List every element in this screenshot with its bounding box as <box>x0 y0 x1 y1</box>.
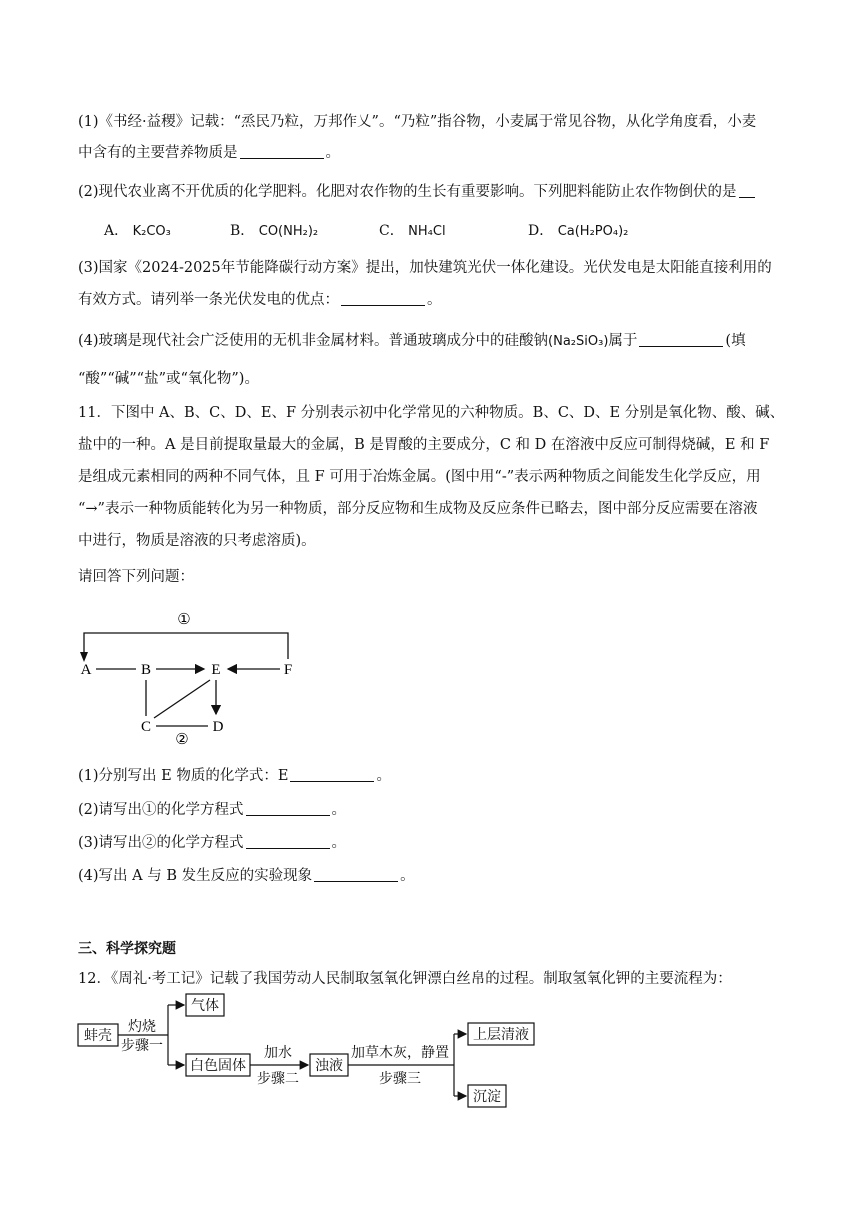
node-e: E <box>211 662 221 678</box>
answer-blank[interactable] <box>240 144 324 159</box>
q10-part4-text-c: (填 <box>725 333 746 349</box>
q11-sub2-text: (2)请写出①的化学方程式 <box>78 802 244 818</box>
q11-line2: 盐中的一种。A 是目前提取量最大的金属，B 是胃酸的主要成分，C 和 D 在溶液中反应可制得烧碱，E 和 F <box>78 437 770 453</box>
q11-prompt: 请回答下列问题： <box>78 569 194 585</box>
step3-label: 步骤三 <box>379 1072 421 1087</box>
box-gas-label: 气体 <box>191 999 219 1014</box>
q11-sub1-text: (1)分别写出 E 物质的化学式：E <box>78 768 289 784</box>
circle-label-2: ② <box>175 732 189 748</box>
q11-sub1 <box>78 766 391 786</box>
q11-sub2 <box>78 800 346 820</box>
q11-line3: 是组成元素相同的两种不同气体，且 F 可用于冶炼金属。(图中用“-”表示两种物质之间能发生化学反应，用 <box>78 469 761 485</box>
q12-line1: 12．《周礼·考工记》记载了我国劳动人民制取氢氧化钾漂白丝帛的过程。制取氢氧化钾的主要流程为： <box>78 971 732 987</box>
period: 。 <box>400 868 415 884</box>
circle-label-1: ① <box>177 612 191 628</box>
step3-condition: 加草木灰，静置 <box>351 1046 449 1061</box>
q10-part2-line1 <box>78 182 757 202</box>
process-flowchart <box>76 990 546 1112</box>
node-f: F <box>283 662 293 678</box>
node-d: D <box>212 719 224 735</box>
period: 。 <box>325 145 340 161</box>
answer-blank[interactable] <box>639 332 723 347</box>
node-a: A <box>80 662 92 678</box>
option-b[interactable] <box>230 220 318 240</box>
q10-part2-text: (2)现代农业离不开优质的化学肥料。化肥对农作物的生长有重要影响。下列肥料能防止农作物倒伏的是 <box>78 184 737 200</box>
q10-part3-line2 <box>78 290 442 310</box>
step1-condition: 灼烧 <box>128 1020 156 1035</box>
q10-part1-text: 中含有的主要营养物质是 <box>78 145 238 161</box>
q10-part4-text-b: 属于 <box>608 333 638 349</box>
option-d[interactable] <box>528 220 628 240</box>
period: 。 <box>331 835 347 851</box>
q10-part1-line2 <box>78 143 340 163</box>
answer-blank[interactable] <box>341 291 425 306</box>
answer-blank[interactable] <box>246 834 330 849</box>
box-white-solid-label: 白色固体 <box>190 1059 246 1074</box>
q10-part4-line2: “酸”“碱”“盐”或“氧化物”)。 <box>78 371 259 387</box>
q11-sub4-text: (4)写出 A 与 B 发生反应的实验现象 <box>78 868 313 884</box>
reaction-1-arrowhead <box>80 652 88 662</box>
q11-sub4 <box>78 866 415 886</box>
q11-line1: 11．下图中 A、B、C、D、E、F 分别表示初中化学常见的六种物质。B、C、D、E 分别是氧化物、酸、碱、 <box>78 405 785 421</box>
q10-part4-line1 <box>78 331 746 352</box>
period: 。 <box>376 768 391 784</box>
option-a[interactable] <box>104 220 171 240</box>
section-title: 三、科学探究题 <box>78 941 176 957</box>
q11-sub3-text: (3)请写出②的化学方程式 <box>78 835 244 851</box>
option-c[interactable] <box>379 220 446 240</box>
option-formula: CO(NH₂)₂ <box>258 224 319 239</box>
box-supernatant-label: 上层清液 <box>473 1028 529 1043</box>
q10-part4-text: (4)玻璃是现代社会广泛使用的无机非金属材料。普通玻璃成分中的硅酸钠 <box>78 333 549 349</box>
q10-part3-line1: (3)国家《2024-2025年节能降碳行动方案》提出，加快建筑光伏一体化建设。光伏发电是太阳能直接利用的 <box>78 260 772 276</box>
q10-part1-line1: (1)《书经·益稷》记载：“烝民乃粒，万邦作乂”。“乃粒”指谷物，小麦属于常见谷物，从化学角度看，小麦 <box>78 114 757 130</box>
option-letter: A． <box>104 223 129 239</box>
answer-blank[interactable] <box>314 867 398 882</box>
q10-part3-text: 有效方式。请列举一条光伏发电的优点： <box>78 292 339 308</box>
answer-blank[interactable] <box>246 801 330 816</box>
box-turbid-label: 浊液 <box>315 1059 343 1074</box>
q11-line4: “→”表示一种物质能转化为另一种物质，部分反应物和生成物及反应条件已略去，图中部分反应需要在溶液 <box>78 501 758 517</box>
box-start-label: 蚌壳 <box>84 1029 112 1044</box>
option-letter: C． <box>379 223 404 239</box>
step2-label: 步骤二 <box>257 1072 299 1087</box>
option-letter: B． <box>230 223 255 239</box>
period: 。 <box>331 802 347 818</box>
link-c-e <box>154 680 210 718</box>
answer-blank[interactable] <box>739 183 755 198</box>
step1-label: 步骤一 <box>121 1039 163 1054</box>
q11-sub3 <box>78 833 346 853</box>
substance-relation-diagram <box>70 602 320 752</box>
period: 。 <box>427 292 442 308</box>
box-precipitate-label: 沉淀 <box>473 1090 501 1105</box>
option-formula: K₂CO₃ <box>132 224 171 239</box>
node-c: C <box>140 719 152 735</box>
reaction-1-line <box>84 633 288 659</box>
answer-blank[interactable] <box>290 767 374 782</box>
option-formula: Ca(H₂PO₄)₂ <box>557 224 629 239</box>
option-letter: D． <box>528 223 554 239</box>
sodium-silicate-formula: (Na₂SiO₃) <box>548 334 609 349</box>
option-formula: NH₄Cl <box>408 224 446 239</box>
step2-condition: 加水 <box>264 1046 292 1061</box>
q11-line5: 中进行，物质是溶液的只考虑溶质)。 <box>78 533 316 549</box>
node-b: B <box>140 662 152 678</box>
